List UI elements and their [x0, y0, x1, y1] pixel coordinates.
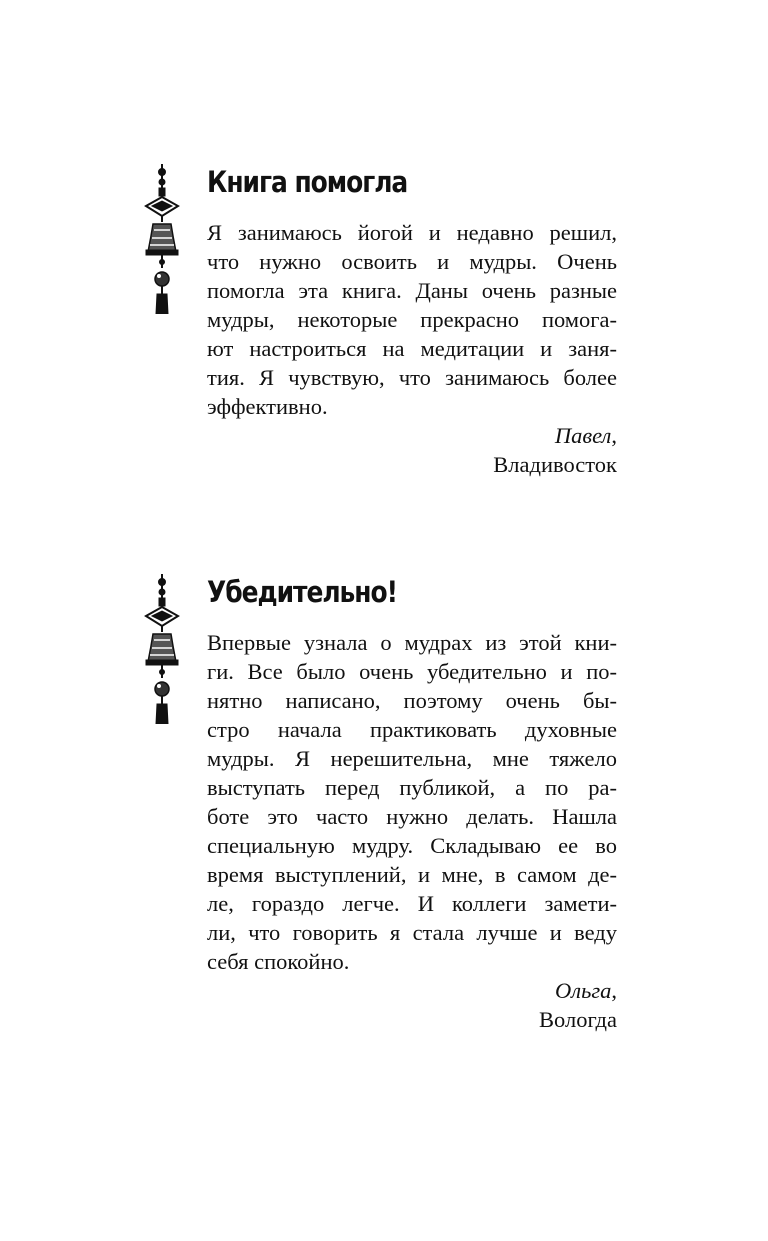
text-line: эффективно. [207, 394, 328, 419]
author-comma: , [611, 423, 617, 448]
bell-ornament-icon [142, 574, 182, 724]
review-author [555, 976, 617, 1005]
text-line: мудры. Я нерешительна, мне тяжело [207, 746, 617, 771]
text-line: нятно написано, поэтому очень бы- [207, 688, 617, 713]
text-line: себя спокойно. [207, 949, 350, 974]
text-line: Я занимаюсь йогой и недавно решил, [207, 220, 617, 245]
author-name: Ольга [555, 978, 612, 1003]
text-line: что нужно освоить и мудры. Очень [207, 249, 617, 274]
text-line: ги. Все было очень убедительно и по- [207, 659, 617, 684]
review-text [207, 628, 617, 976]
bell-ornament-icon [142, 164, 182, 314]
text-line: мудры, некоторые прекрасно помога- [207, 307, 617, 332]
review-author [555, 421, 617, 450]
author-name: Павел [554, 423, 612, 448]
text-line: ют настроиться на медитации и заня- [207, 336, 617, 361]
text-line: время выступлений, и мне, в самом де- [207, 862, 617, 887]
text-line: ле, гораздо легче. И коллеги замети- [207, 891, 617, 916]
text-line: стро начала практиковать духовные [207, 717, 617, 742]
text-line: помогла эта книга. Даны очень разные [207, 278, 617, 303]
text-line: ли, что говорить я стала лучше и веду [207, 920, 617, 945]
text-line: Впервые узнала о мудрах из этой кни- [207, 630, 617, 655]
text-line: выступать перед публикой, а по ра- [207, 775, 617, 800]
review-text [207, 218, 617, 421]
review-title: Книга помогла [207, 165, 408, 199]
author-comma: , [611, 978, 617, 1003]
text-line: тия. Я чувствую, что занимаюсь более [207, 365, 617, 390]
text-line: боте это часто нужно делать. Нашла [207, 804, 617, 829]
review-city: Владивосток [493, 452, 617, 477]
text-line: специальную мудру. Складываю ее во [207, 833, 617, 858]
review-title: Убедительно! [207, 575, 397, 609]
review-city: Вологда [539, 1007, 617, 1032]
